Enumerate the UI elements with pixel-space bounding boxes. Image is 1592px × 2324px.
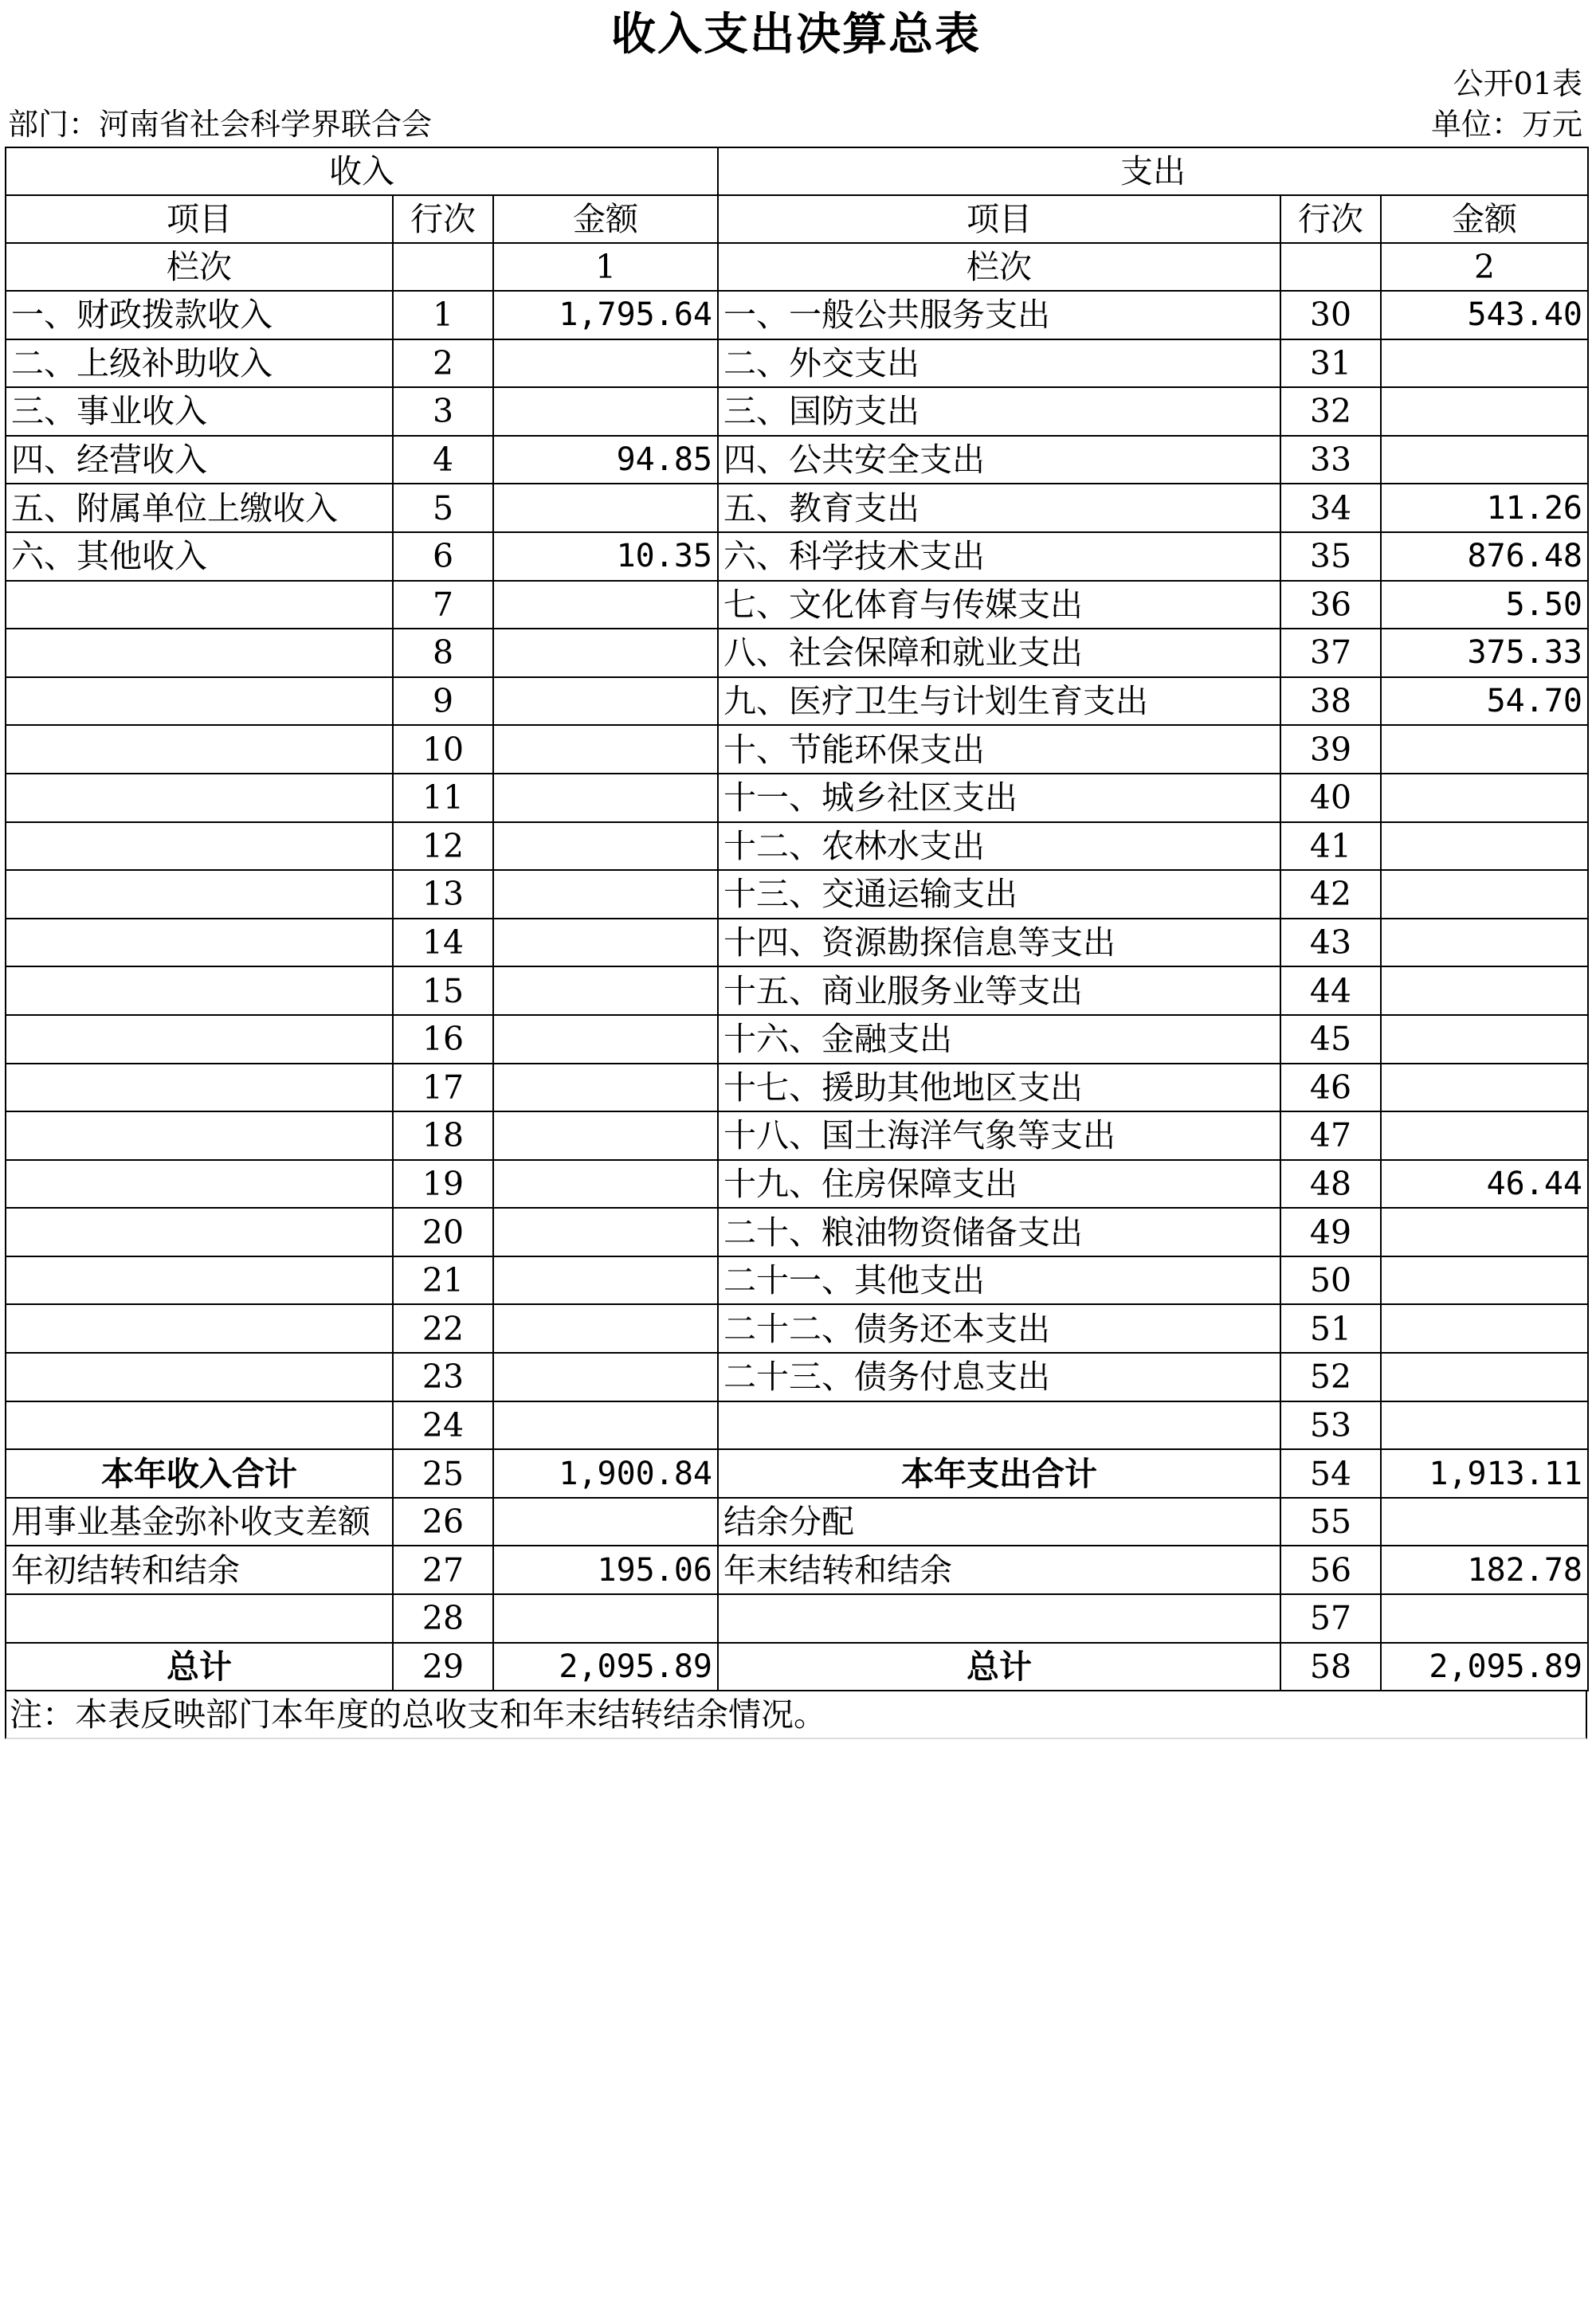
income-rowno-cell: 3: [393, 387, 493, 436]
table-row: [6, 1304, 1588, 1353]
expense-rowno-cell: 35: [1280, 532, 1381, 581]
income-item-cell: 三、事业收入: [6, 387, 393, 436]
table-row: [6, 387, 1588, 436]
expense-rowno-cell: 30: [1280, 291, 1381, 339]
income-amount-cell: [493, 725, 718, 774]
expense-amount-cell: 2,095.89: [1381, 1643, 1588, 1691]
income-rowno-cell: 8: [393, 629, 493, 677]
table-row: [6, 339, 1588, 388]
income-item-cell: [6, 1353, 393, 1401]
total-row: [6, 1546, 1588, 1594]
table-row: [6, 1401, 1588, 1450]
income-column-index-blank: [393, 243, 493, 291]
income-rowno-cell: 24: [393, 1401, 493, 1450]
expense-item-cell: 十三、交通运输支出: [718, 870, 1280, 919]
income-item-cell: [6, 1401, 393, 1450]
income-expense-table: [5, 147, 1589, 1691]
table-row: [6, 725, 1588, 774]
expense-amount-cell: [1381, 1111, 1588, 1160]
expense-amount-cell: [1381, 870, 1588, 919]
income-item-cell: [6, 1015, 393, 1064]
income-rowno-cell: 11: [393, 774, 493, 822]
income-rowno-cell: 1: [393, 291, 493, 339]
income-amount-cell: [493, 1401, 718, 1450]
expense-amount-header: 金额: [1381, 195, 1588, 243]
total-row: [6, 1449, 1588, 1498]
expense-item-cell: 结余分配: [718, 1498, 1280, 1546]
expense-item-cell: 一、一般公共服务支出: [718, 291, 1280, 339]
income-rowno-cell: 5: [393, 484, 493, 532]
expense-rowno-cell: 33: [1280, 436, 1381, 484]
expense-amount-cell: 1,913.11: [1381, 1449, 1588, 1498]
income-rowno-cell: 18: [393, 1111, 493, 1160]
table-row: [6, 532, 1588, 581]
income-rowno-cell: 4: [393, 436, 493, 484]
expense-item-cell: 本年支出合计: [718, 1449, 1280, 1498]
income-rowno-cell: 26: [393, 1498, 493, 1546]
expense-rowno-cell: 49: [1280, 1208, 1381, 1256]
expense-item-cell: 十九、住房保障支出: [718, 1160, 1280, 1209]
income-item-cell: [6, 1208, 393, 1256]
income-item-cell: [6, 1594, 393, 1643]
expense-item-cell: 年末结转和结余: [718, 1546, 1280, 1594]
income-item-cell: [6, 822, 393, 871]
expense-amount-cell: [1381, 1304, 1588, 1353]
expense-amount-cell: [1381, 919, 1588, 967]
section-header-row: [6, 147, 1588, 195]
expense-rowno-cell: 39: [1280, 725, 1381, 774]
expense-item-header: 项目: [718, 195, 1280, 243]
income-rowno-cell: 27: [393, 1546, 493, 1594]
income-amount-cell: [493, 774, 718, 822]
expense-item-cell: 二十三、债务付息支出: [718, 1353, 1280, 1401]
income-amount-cell: [493, 966, 718, 1015]
income-amount-header: 金额: [493, 195, 718, 243]
expense-rowno-cell: 48: [1280, 1160, 1381, 1209]
expense-rowno-cell: 44: [1280, 966, 1381, 1015]
expense-item-cell: [718, 1594, 1280, 1643]
expense-column-index-blank: [1280, 243, 1381, 291]
expense-rowno-cell: 46: [1280, 1064, 1381, 1112]
expense-item-cell: 八、社会保障和就业支出: [718, 629, 1280, 677]
income-amount-cell: 1,795.64: [493, 291, 718, 339]
income-item-cell: [6, 966, 393, 1015]
table-row: [6, 1064, 1588, 1112]
expense-rowno-cell: 36: [1280, 581, 1381, 629]
income-item-cell: 一、财政拨款收入: [6, 291, 393, 339]
unit-label: 单位：万元: [1430, 107, 1582, 142]
expense-amount-cell: 46.44: [1381, 1160, 1588, 1209]
table-row: [6, 1256, 1588, 1305]
income-item-cell: [6, 1160, 393, 1209]
expense-item-cell: 六、科学技术支出: [718, 532, 1280, 581]
income-rowno-cell: 20: [393, 1208, 493, 1256]
income-rowno-cell: 23: [393, 1353, 493, 1401]
table-row: [6, 774, 1588, 822]
expense-amount-cell: 543.40: [1381, 291, 1588, 339]
total-row: [6, 1594, 1588, 1643]
income-amount-cell: [493, 1353, 718, 1401]
income-item-cell: 四、经营收入: [6, 436, 393, 484]
income-amount-cell: [493, 1208, 718, 1256]
expense-column-index: 2: [1381, 243, 1588, 291]
expense-rowno-cell: 52: [1280, 1353, 1381, 1401]
income-column-label: 栏次: [6, 243, 393, 291]
income-item-cell: [6, 774, 393, 822]
expense-amount-cell: [1381, 1401, 1588, 1450]
expense-rowno-cell: 38: [1280, 677, 1381, 726]
income-amount-cell: 2,095.89: [493, 1643, 718, 1691]
table-row: [6, 629, 1588, 677]
table-note: 注：本表反映部门本年度的总收支和年末结转结余情况。: [5, 1691, 1587, 1739]
income-rowno-cell: 19: [393, 1160, 493, 1209]
income-amount-cell: 1,900.84: [493, 1449, 718, 1498]
income-amount-cell: [493, 870, 718, 919]
income-amount-cell: [493, 919, 718, 967]
expense-item-cell: 二、外交支出: [718, 339, 1280, 388]
income-amount-cell: 94.85: [493, 436, 718, 484]
income-amount-cell: [493, 1594, 718, 1643]
income-amount-cell: 195.06: [493, 1546, 718, 1594]
income-item-cell: [6, 1064, 393, 1112]
total-row: [6, 1498, 1588, 1546]
expense-amount-cell: [1381, 339, 1588, 388]
expense-item-cell: 二十、粮油物资储备支出: [718, 1208, 1280, 1256]
income-amount-cell: [493, 1498, 718, 1546]
income-amount-cell: [493, 1015, 718, 1064]
income-item-cell: 本年收入合计: [6, 1449, 393, 1498]
expense-rowno-cell: 37: [1280, 629, 1381, 677]
income-amount-cell: [493, 677, 718, 726]
income-column-index: 1: [493, 243, 718, 291]
income-rowno-cell: 29: [393, 1643, 493, 1691]
expense-rowno-cell: 45: [1280, 1015, 1381, 1064]
expense-amount-cell: 182.78: [1381, 1546, 1588, 1594]
expense-amount-cell: [1381, 774, 1588, 822]
expense-rowno-cell: 47: [1280, 1111, 1381, 1160]
expense-amount-cell: [1381, 387, 1588, 436]
income-item-cell: 用事业基金弥补收支差额: [6, 1498, 393, 1546]
expense-rowno-cell: 51: [1280, 1304, 1381, 1353]
expense-amount-cell: 54.70: [1381, 677, 1588, 726]
income-rowno-cell: 2: [393, 339, 493, 388]
income-amount-cell: [493, 339, 718, 388]
income-rowno-cell: 21: [393, 1256, 493, 1305]
expense-item-cell: 二十二、债务还本支出: [718, 1304, 1280, 1353]
table-row: [6, 581, 1588, 629]
table-row: [6, 966, 1588, 1015]
income-amount-cell: [493, 484, 718, 532]
income-item-cell: [6, 1256, 393, 1305]
column-header-row: [6, 195, 1588, 243]
income-rowno-cell: 28: [393, 1594, 493, 1643]
expense-amount-cell: [1381, 1064, 1588, 1112]
expense-rowno-cell: 42: [1280, 870, 1381, 919]
table-row: [6, 1160, 1588, 1209]
expense-rowno-cell: 57: [1280, 1594, 1381, 1643]
expense-amount-cell: [1381, 822, 1588, 871]
income-item-cell: [6, 1304, 393, 1353]
income-rowno-cell: 16: [393, 1015, 493, 1064]
expense-item-cell: 十八、国土海洋气象等支出: [718, 1111, 1280, 1160]
expense-rowno-cell: 56: [1280, 1546, 1381, 1594]
expense-item-cell: 十六、金融支出: [718, 1015, 1280, 1064]
expense-item-cell: [718, 1401, 1280, 1450]
income-amount-cell: [493, 1111, 718, 1160]
income-rowno-cell: 17: [393, 1064, 493, 1112]
expense-item-cell: 四、公共安全支出: [718, 436, 1280, 484]
expense-rowno-cell: 31: [1280, 339, 1381, 388]
income-amount-cell: [493, 1064, 718, 1112]
income-item-cell: [6, 581, 393, 629]
income-amount-cell: [493, 1256, 718, 1305]
income-item-cell: [6, 919, 393, 967]
income-rowno-cell: 7: [393, 581, 493, 629]
expense-section-header: 支出: [718, 147, 1588, 195]
expense-rowno-cell: 40: [1280, 774, 1381, 822]
expense-rowno-cell: 41: [1280, 822, 1381, 871]
income-amount-cell: [493, 581, 718, 629]
income-rowno-cell: 15: [393, 966, 493, 1015]
expense-rowno-cell: 53: [1280, 1401, 1381, 1450]
income-item-cell: [6, 1111, 393, 1160]
expense-amount-cell: [1381, 1353, 1588, 1401]
expense-column-label: 栏次: [718, 243, 1280, 291]
income-item-cell: 总计: [6, 1643, 393, 1691]
expense-amount-cell: [1381, 725, 1588, 774]
expense-item-cell: 五、教育支出: [718, 484, 1280, 532]
table-row: [6, 1015, 1588, 1064]
expense-rowno-cell: 54: [1280, 1449, 1381, 1498]
income-rowno-cell: 22: [393, 1304, 493, 1353]
income-item-cell: [6, 870, 393, 919]
income-item-cell: 六、其他收入: [6, 532, 393, 581]
income-rowno-cell: 14: [393, 919, 493, 967]
income-rowno-cell: 12: [393, 822, 493, 871]
expense-amount-cell: 375.33: [1381, 629, 1588, 677]
income-amount-cell: [493, 629, 718, 677]
expense-rowno-cell: 58: [1280, 1643, 1381, 1691]
form-code: 公开01表: [1453, 66, 1582, 101]
expense-rowno-cell: 32: [1280, 387, 1381, 436]
table-row: [6, 484, 1588, 532]
expense-amount-cell: [1381, 966, 1588, 1015]
department-label: 部门：河南省社会科学界联合会: [8, 107, 433, 142]
table-row: [6, 436, 1588, 484]
table-row: [6, 870, 1588, 919]
total-row: [6, 1643, 1588, 1691]
table-row: [6, 1353, 1588, 1401]
income-amount-cell: [493, 1160, 718, 1209]
expense-amount-cell: 876.48: [1381, 532, 1588, 581]
expense-amount-cell: [1381, 1498, 1588, 1546]
expense-amount-cell: 5.50: [1381, 581, 1588, 629]
table-row: [6, 677, 1588, 726]
income-item-cell: 年初结转和结余: [6, 1546, 393, 1594]
expense-item-cell: 十、节能环保支出: [718, 725, 1280, 774]
expense-item-cell: 十二、农林水支出: [718, 822, 1280, 871]
expense-rowno-cell: 34: [1280, 484, 1381, 532]
expense-item-cell: 十五、商业服务业等支出: [718, 966, 1280, 1015]
column-index-row: [6, 243, 1588, 291]
expense-amount-cell: [1381, 1594, 1588, 1643]
income-amount-cell: [493, 387, 718, 436]
expense-amount-cell: [1381, 1015, 1588, 1064]
expense-item-cell: 七、文化体育与传媒支出: [718, 581, 1280, 629]
expense-amount-cell: [1381, 436, 1588, 484]
income-item-cell: 五、附属单位上缴收入: [6, 484, 393, 532]
table-row: [6, 919, 1588, 967]
income-section-header: 收入: [6, 147, 718, 195]
income-amount-cell: 10.35: [493, 532, 718, 581]
income-rowno-cell: 9: [393, 677, 493, 726]
table-row: [6, 291, 1588, 339]
income-item-header: 项目: [6, 195, 393, 243]
table-row: [6, 822, 1588, 871]
income-rowno-cell: 13: [393, 870, 493, 919]
expense-rowno-cell: 50: [1280, 1256, 1381, 1305]
income-item-cell: [6, 725, 393, 774]
expense-item-cell: 总计: [718, 1643, 1280, 1691]
table-row: [6, 1208, 1588, 1256]
expense-rowno-cell: 55: [1280, 1498, 1381, 1546]
expense-item-cell: 九、医疗卫生与计划生育支出: [718, 677, 1280, 726]
income-item-cell: 二、上级补助收入: [6, 339, 393, 388]
expense-item-cell: 三、国防支出: [718, 387, 1280, 436]
income-item-cell: [6, 629, 393, 677]
income-rowno-cell: 6: [393, 532, 493, 581]
income-rowno-cell: 10: [393, 725, 493, 774]
income-rowno-cell: 25: [393, 1449, 493, 1498]
expense-amount-cell: [1381, 1256, 1588, 1305]
income-amount-cell: [493, 822, 718, 871]
income-amount-cell: [493, 1304, 718, 1353]
expense-item-cell: 十一、城乡社区支出: [718, 774, 1280, 822]
expense-amount-cell: [1381, 1208, 1588, 1256]
expense-rowno-cell: 43: [1280, 919, 1381, 967]
expense-amount-cell: 11.26: [1381, 484, 1588, 532]
expense-item-cell: 二十一、其他支出: [718, 1256, 1280, 1305]
table-row: [6, 1111, 1588, 1160]
income-item-cell: [6, 677, 393, 726]
expense-rowno-header: 行次: [1280, 195, 1381, 243]
expense-item-cell: 十四、资源勘探信息等支出: [718, 919, 1280, 967]
expense-item-cell: 十七、援助其他地区支出: [718, 1064, 1280, 1112]
income-rowno-header: 行次: [393, 195, 493, 243]
page-title: 收入支出决算总表: [611, 9, 981, 61]
